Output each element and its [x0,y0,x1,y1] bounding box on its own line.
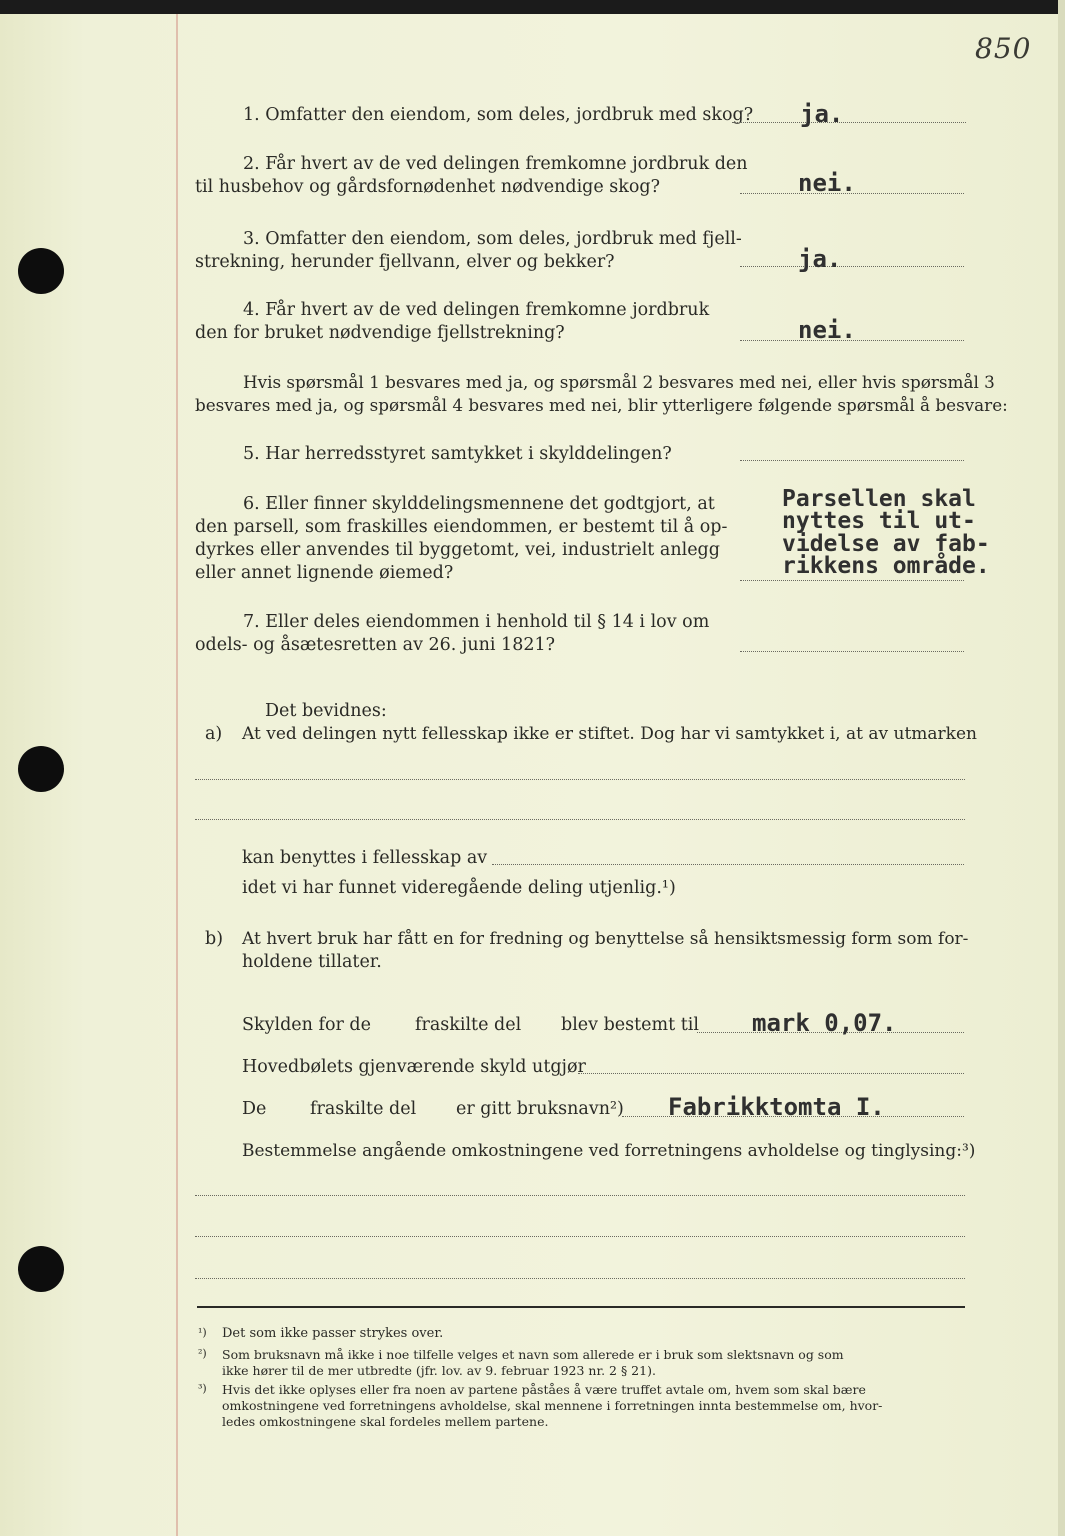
item-a-line3: kan benyttes i fellesskap av [242,848,488,868]
footnote-3-line1: Hvis det ikke oplyses eller fra noen av partene påståes å være truffet avtale om, hvem som skal bære [222,1382,866,1397]
fill-line [195,779,965,780]
fill-line [195,1278,965,1279]
skyld-label3: blev bestemt til [561,1015,699,1035]
question-6-line2: den parsell, som fraskilles eiendommen, er bestemt til å op- [195,517,728,537]
punch-hole [18,1246,64,1292]
bruksnavn-label: er gitt bruksnavn²) [456,1099,624,1119]
answer-line [740,266,964,267]
footnote-separator [197,1306,965,1308]
footnote-2-marker: ²) [198,1347,207,1360]
answer-4: nei. [798,316,856,344]
item-b-line1: At hvert bruk har fått en for fredning og benyttelse så hensiktsmessig form som for- [242,929,969,949]
footnote-2-line2: ikke hører til de mer utbredte (jfr. lov. av 9. februar 1923 nr. 2 § 21). [222,1363,656,1378]
hovedbol-label: Hovedbølets gjenværende skyld utgjør [242,1057,586,1077]
scan-edge-right [1058,0,1065,1536]
punch-hole [18,746,64,792]
instruction-line2: besvares med ja, og spørsmål 4 besvares med nei, blir ytterligere følgende spørsmål å besvare: [195,395,1008,415]
question-3-line1: 3. Omfatter den eiendom, som deles, jordbruk med fjell- [243,229,742,249]
footnote-2-line1: Som bruksnavn må ikke i noe tilfelle velges et navn som allerede er i bruk som slektsnavn og som [222,1347,844,1362]
item-a-line4: idet vi har funnet videregående deling utjenlig.¹) [242,878,676,898]
question-5: 5. Har herredsstyret samtykket i skylddelingen? [243,444,672,464]
fill-line [195,1195,965,1196]
answer-6-line3: videlse av fab- [782,531,990,557]
fill-line [195,1236,965,1237]
answer-line [740,580,964,581]
punch-hole [18,248,64,294]
answer-line [732,122,966,123]
item-b-label: b) [205,929,224,949]
question-6-line3: dyrkes eller anvendes til byggetomt, vei, industrielt anlegg [195,540,720,560]
answer-1: ja. [800,100,844,128]
answer-2: nei. [798,169,856,197]
item-a-label: a) [205,724,223,744]
answer-6-line2: nyttes til ut- [782,508,976,534]
item-a-text: At ved delingen nytt fellesskap ikke er stiftet. Dog har vi samtykket i, at av utmarken [242,724,977,744]
answer-line [740,460,964,461]
footnote-1: Det som ikke passer strykes over. [222,1326,444,1341]
instruction-line1: Hvis spørsmål 1 besvares med ja, og spørsmål 2 besvares med nei, eller hvis spørsmål 3 [243,372,995,392]
bevidnes-heading: Det bevidnes: [265,701,387,721]
question-2-line2: til husbehov og gårdsfornødenhet nødvendige skog? [195,177,660,197]
skyld-value: mark 0,07. [752,1009,897,1037]
bestemmelse-label: Bestemmelse angående omkostningene ved forretningens avholdelse og tinglysing:³) [242,1141,976,1161]
question-4-line2: den for bruket nødvendige fjellstrekning? [195,323,565,343]
answer-3: ja. [798,245,842,273]
page-number: 850 [975,32,1032,65]
skyld-label1: Skylden for de [242,1015,371,1035]
margin-line [176,14,178,1536]
answer-6-line4: rikkens område. [782,553,990,579]
de-label: De [242,1099,267,1119]
question-7-line2: odels- og åsætesretten av 26. juni 1821? [195,635,555,655]
answer-6-line1: Parsellen skal [782,486,976,512]
footnote-3-line2: omkostningene ved forretningens avholdelse, skal mennene i forretningen innta bestemmelse om, hvor- [222,1398,883,1413]
fill-line [195,819,965,820]
question-2-line1: 2. Får hvert av de ved delingen fremkomne jordbruk den [243,154,748,174]
bruksnavn-value: Fabrikktomta I. [668,1093,885,1121]
footnote-3-line3: ledes omkostningene skal fordeles mellem partene. [222,1414,549,1429]
question-3-line2: strekning, herunder fjellvann, elver og bekker? [195,252,615,272]
scan-edge-top [0,0,1065,14]
question-4-line1: 4. Får hvert av de ved delingen fremkomne jordbruk [243,300,710,320]
footnote-3-marker: ³) [198,1382,207,1395]
item-b-line2: holdene tillater. [242,952,382,972]
skyld-label2: fraskilte del [415,1015,522,1035]
footnote-1-marker: ¹) [198,1326,207,1339]
answer-line [740,651,964,652]
question-7-line1: 7. Eller deles eiendommen i henhold til § 14 i lov om [243,612,710,632]
question-6-line4: eller annet lignende øiemed? [195,563,454,583]
answer-line [578,1073,964,1074]
question-1: 1. Omfatter den eiendom, som deles, jordbruk med skog? [243,105,754,125]
question-6-line1: 6. Eller finner skylddelingsmennene det godtgjort, at [243,494,715,514]
fill-line [492,864,964,865]
fraskilte-label: fraskilte del [310,1099,417,1119]
